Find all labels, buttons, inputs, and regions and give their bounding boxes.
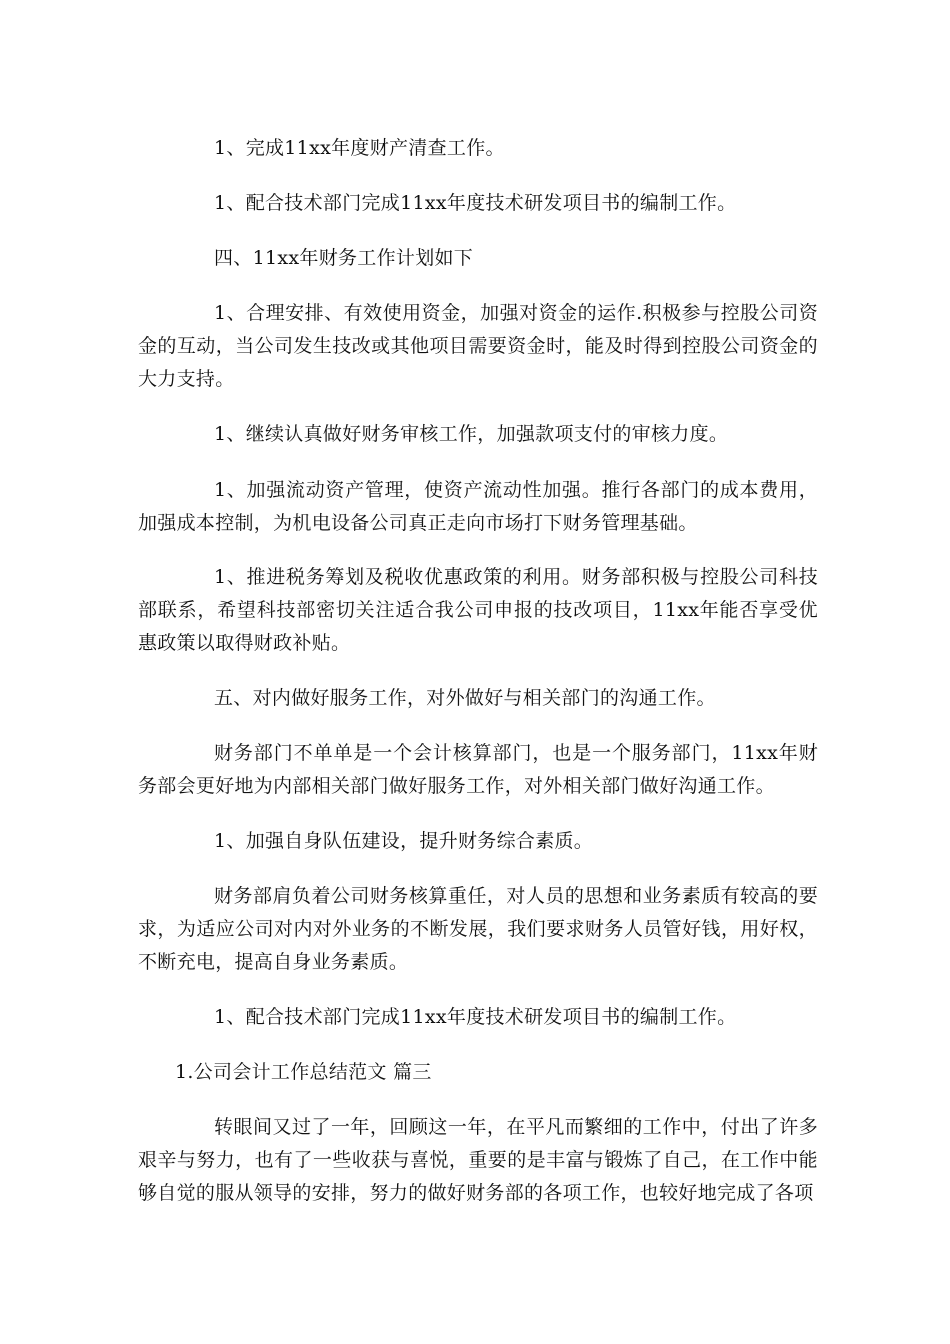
- paragraph-item-5: 1、加强流动资产管理，使资产流动性加强。推行各部门的成本费用，加强成本控制，为机电设备公司真正走向市场打下财务管理基础。: [138, 479, 818, 534]
- section-heading-4: 四、11xx年财务工作计划如下: [214, 247, 474, 269]
- paragraph-item-8: 1、配合技术部门完成11xx年度技术研发项目书的编制工作。: [214, 1006, 737, 1028]
- paragraph-item-1: 1、完成11xx年度财产清查工作。: [214, 137, 505, 159]
- paragraph-item-4: 1、继续认真做好财务审核工作，加强款项支付的审核力度。: [214, 423, 729, 445]
- paragraph-item-2: 1、配合技术部门完成11xx年度技术研发项目书的编制工作。: [214, 192, 737, 214]
- paragraph-item-7: 1、加强自身队伍建设，提升财务综合素质。: [214, 830, 594, 852]
- paragraph-item-6: 1、推进税务筹划及税收优惠政策的利用。财务部积极与控股公司科技部联系，希望科技部密切关注适合我公司申报的技改项目，11xx年能否享受优惠政策以取得财政补贴。: [138, 566, 818, 654]
- paragraph-body-1: 财务部门不单单是一个会计核算部门，也是一个服务部门，11xx年财务部会更好地为内部相关部门做好服务工作，对外相关部门做好沟通工作。: [138, 742, 818, 797]
- article-heading: 1.公司会计工作总结范文 篇三: [175, 1061, 432, 1083]
- paragraph-item-3: 1、合理安排、有效使用资金，加强对资金的运作.积极参与控股公司资金的互动，当公司发生技改或其他项目需要资金时，能及时得到控股公司资金的大力支持。: [138, 302, 818, 390]
- paragraph-body-2: 财务部肩负着公司财务核算重任，对人员的思想和业务素质有较高的要求，为适应公司对内对外业务的不断发展，我们要求财务人员管好钱，用好权，不断充电，提高自身业务素质。: [138, 885, 818, 973]
- paragraph-body-3: 转眼间又过了一年，回顾这一年，在平凡而繁细的工作中，付出了许多艰辛与努力，也有了一些收获与喜悦，重要的是丰富与锻炼了自己，在工作中能够自觉的服从领导的安排，努力的做好财务部的各项工作，也较好地完成了各项: [138, 1116, 818, 1204]
- section-heading-5: 五、对内做好服务工作，对外做好与相关部门的沟通工作。: [214, 687, 716, 709]
